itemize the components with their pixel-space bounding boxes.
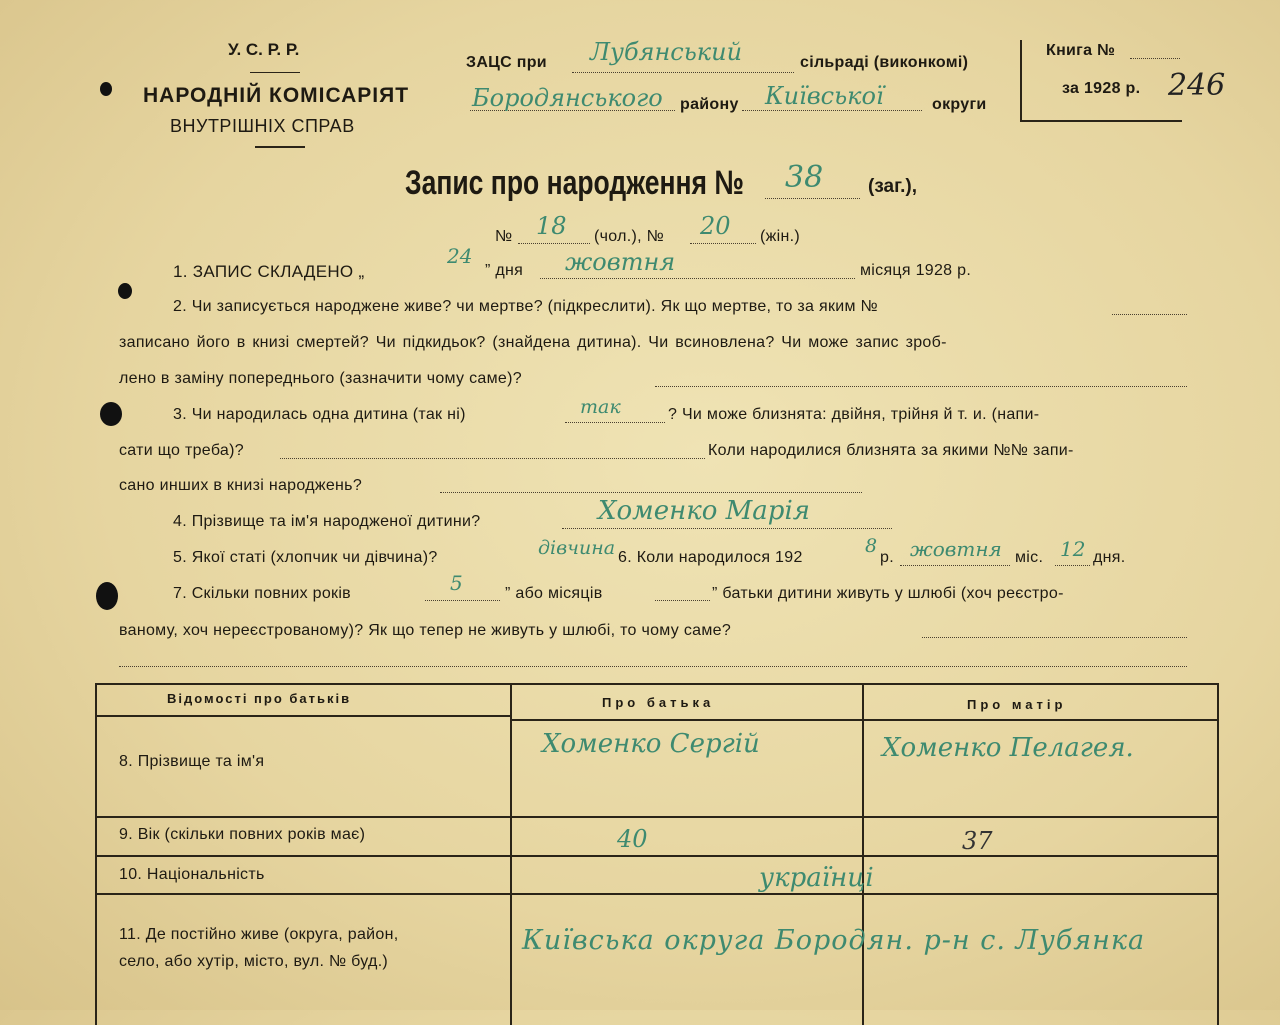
state-label: У. С. Р. Р. [228, 40, 300, 59]
record-title: Запис про народження № [405, 164, 744, 202]
commissariat-subtitle: ВНУТРІШНІХ СПРАВ [170, 116, 355, 136]
q6-day-label: дня. [1093, 549, 1126, 566]
q2-line1: 2. Чи записується народжене живе? чи мертве? (підкреслити). Як що мертве, то за яким № [173, 298, 878, 315]
q1-month: жовтня [565, 248, 676, 276]
q7-months-label: ” або місяців [505, 585, 603, 602]
village-label: сільраді (виконкомі) [800, 54, 969, 71]
district-value: Бородянського [472, 84, 663, 112]
header-parents-info: Відомості про батьків [167, 691, 352, 706]
punch-hole [118, 283, 132, 299]
q7-label: 7. Скільки повних років [173, 585, 351, 602]
row-age-label: 9. Вік (скільки повних років має) [119, 826, 366, 843]
mother-name: Хоменко Пелагея. [882, 733, 1134, 763]
parents-table [95, 683, 1219, 1025]
q5-label: 5. Якої статі (хлопчик чи дівчина)? [173, 549, 438, 566]
q1-day: 24 [447, 244, 473, 268]
year-label: за 1928 р. [1062, 80, 1141, 97]
q3-line1a: 3. Чи народилась одна дитина (так ні) [173, 406, 466, 423]
row-name-label: 8. Прізвище та ім'я [119, 753, 265, 770]
okrug-label: округи [932, 96, 987, 113]
q7-line2: ваному, хоч нереєстрованому)? Як що тепер не живуть у шлюбі, то чому саме? [119, 622, 732, 639]
female-label: (жін.) [760, 228, 800, 245]
nationality-value: українці [759, 863, 874, 893]
residence-value: Київська округа Бородян. р-н с. Лубянка [522, 925, 1146, 956]
q6-label: 6. Коли народилося 192 [618, 549, 803, 566]
q3-line1b: ? Чи може близнята: двійня, трійня й т. и. (напи- [668, 406, 1040, 423]
district-label: району [680, 96, 739, 113]
q1-month-label: місяця 1928 р. [860, 262, 972, 279]
q2-line2: записано його в книзі смертей? Чи підкидьок? (знайдена дитина). Чи всиновлена? Чи може запис зроб- [119, 334, 947, 351]
female-number: 20 [700, 212, 731, 240]
male-number: 18 [536, 212, 567, 240]
q4-child-name: Хоменко Марія [598, 496, 810, 526]
q7-rest: ” батьки дитини живуть у шлюбі (хоч реєстро- [712, 585, 1064, 602]
q7-years: 5 [450, 571, 463, 595]
q3-line2a: сати що треба)? [119, 442, 244, 459]
header-father: Про батька [602, 695, 715, 710]
q6-month: жовтня [910, 537, 1002, 561]
no-label: № [495, 228, 513, 245]
q6-month-label: міс. [1015, 549, 1044, 566]
punch-hole [100, 402, 122, 426]
okrug-value: Київської [765, 82, 884, 110]
q2-line3: лено в заміну попереднього (зазначити чому саме)? [119, 370, 522, 387]
q6-year: 8 [865, 535, 878, 557]
punch-hole [96, 582, 118, 610]
q3-answer: так [580, 396, 621, 418]
q6-day: 12 [1060, 537, 1086, 561]
header-mother: Про матір [967, 697, 1067, 712]
q3-line3: сано инших в книзі народжень? [119, 477, 363, 494]
zags-label: ЗАЦС при [466, 54, 547, 71]
q1-label: 1. ЗАПИС СКЛАДЕНО „ [173, 262, 365, 281]
father-name: Хоменко Сергій [542, 729, 760, 759]
row-nationality-label: 10. Національність [119, 866, 265, 883]
q4-label: 4. Прізвище та ім'я народженої дитини? [173, 513, 481, 530]
commissariat-title: НАРОДНІЙ КОМІСАРІЯТ [143, 84, 410, 107]
record-suffix: (заг.), [868, 176, 917, 197]
book-number: 246 [1168, 68, 1226, 103]
village-value: Лубянський [590, 38, 743, 66]
row-residence-label-1: 11. Де постійно живе (округа, район, [119, 926, 399, 943]
father-age: 40 [617, 825, 648, 853]
book-label: Книга № [1046, 42, 1116, 59]
punch-hole [100, 82, 112, 96]
q1-day-label: ” дня [485, 262, 524, 279]
male-label: (чол.), № [594, 228, 665, 245]
q5-sex: дівчина [538, 537, 616, 559]
row-residence-label-2: село, або хутір, місто, вул. № буд.) [119, 953, 389, 970]
record-number: 38 [785, 160, 824, 195]
mother-age: 37 [962, 827, 993, 855]
q3-line2b: Коли народилися близнята за якими №№ запи- [708, 442, 1074, 459]
q6-year-label: р. [880, 549, 894, 566]
